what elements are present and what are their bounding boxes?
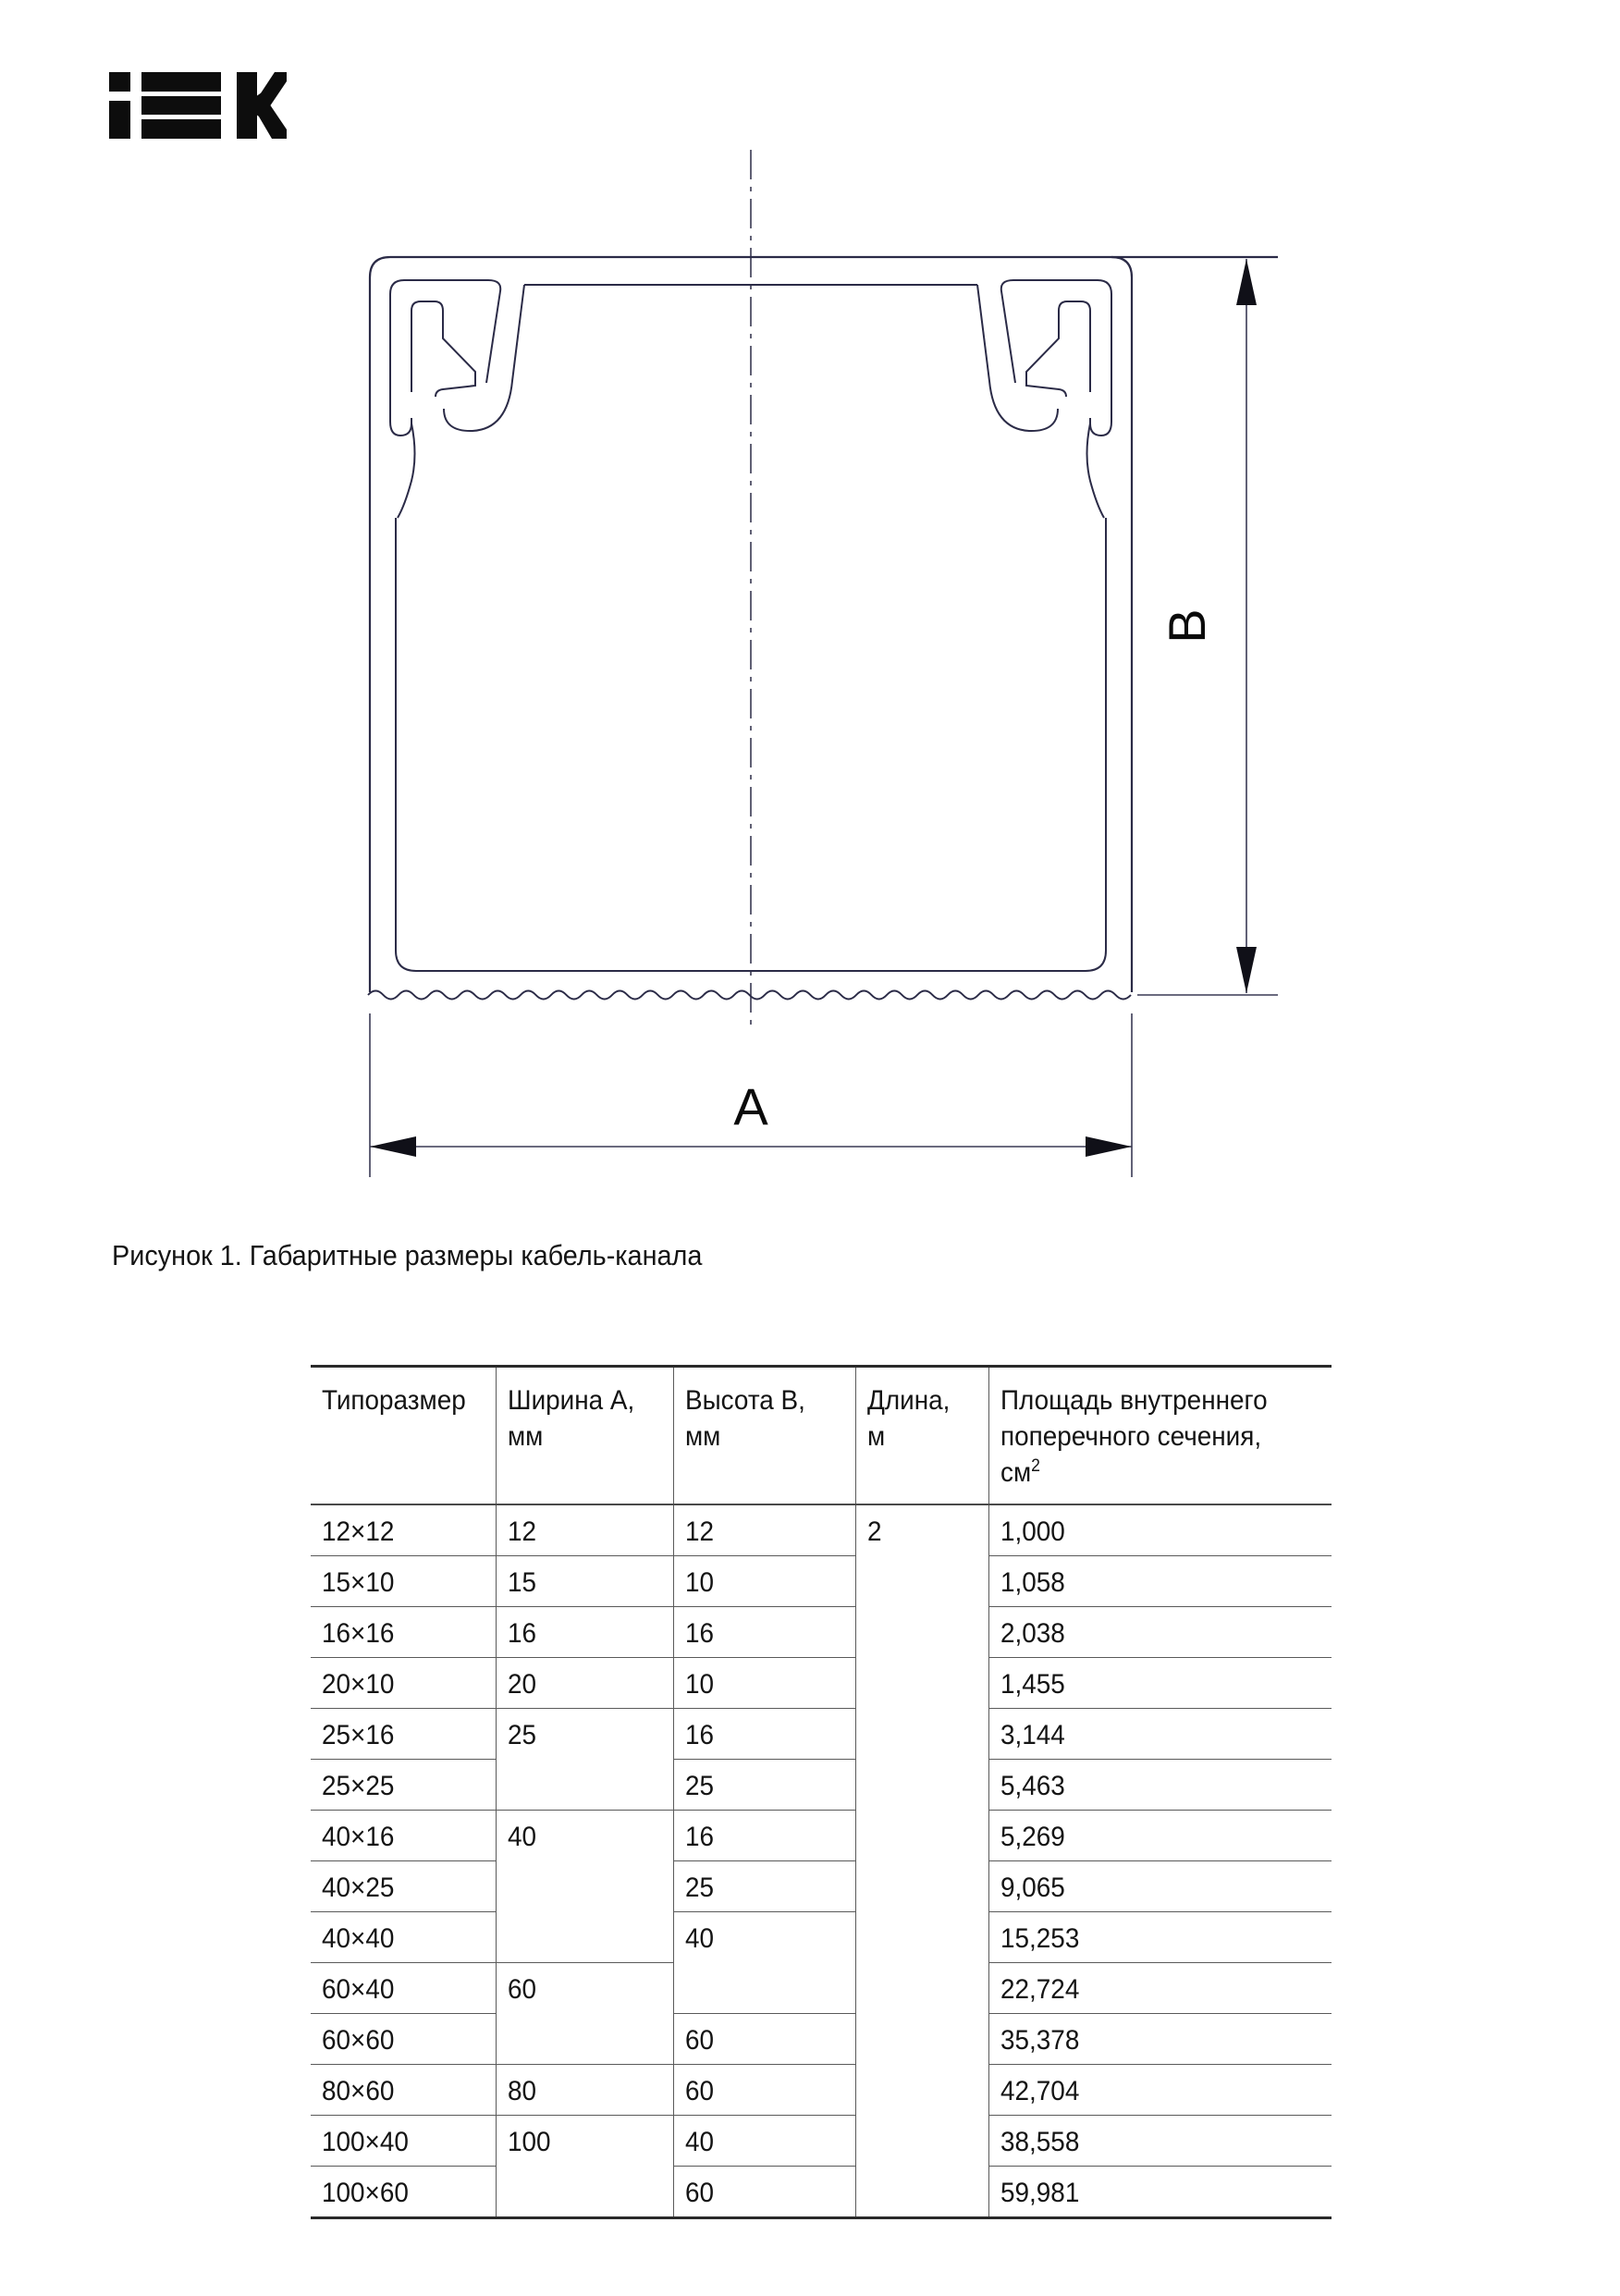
height-cell: 10 (673, 1658, 855, 1709)
area-cell: 2,038 (988, 1607, 1332, 1658)
table-row (311, 2116, 1332, 2167)
col-header-size: Типоразмер (311, 1367, 496, 1505)
length-cell: 2 (855, 1504, 988, 2218)
height-cell: 16 (673, 1709, 855, 1760)
height-cell: 60 (673, 2167, 855, 2218)
col-header-area: Площадь внутреннего поперечного сечения, $см^2$ (988, 1367, 1332, 1505)
area-cell: 1,058 (988, 1556, 1332, 1607)
height-cell: 16 (673, 1811, 855, 1861)
left-latch-profile (390, 280, 524, 518)
table-row (311, 1709, 1332, 1760)
size-cell: 100×60 (322, 2178, 409, 2208)
table-row (311, 2167, 1332, 2218)
width-cell: 60 (496, 1963, 673, 2065)
figure-caption: Рисунок 1. Габаритные размеры кабель-канала (112, 1239, 703, 1271)
outer-right-wall (1111, 257, 1132, 992)
size-cell: 40×25 (311, 1861, 496, 1912)
table-row (311, 1504, 1332, 1556)
area-superscript: 2 (1030, 1456, 1040, 1476)
cable-channel-cross-section-drawing (351, 139, 1295, 1193)
dimensions-table (311, 1365, 1332, 2219)
area-cell: 42,704 (988, 2065, 1332, 2116)
size-cell: 25×25 (311, 1760, 496, 1811)
height-cell: 25 (673, 1861, 855, 1912)
size-cell: 40×16 (311, 1811, 496, 1861)
table-row (311, 2014, 1332, 2065)
width-cell: 40 (496, 1811, 673, 1963)
col-header-height: Высота В, мм (673, 1367, 855, 1505)
dimension-A (370, 1013, 1132, 1177)
size-cell: 60×40 (311, 1963, 496, 2014)
width-cell: 100 (496, 2116, 673, 2218)
table-row (311, 1607, 1332, 1658)
table-row (311, 1912, 1332, 1963)
width-cell: 15 (496, 1556, 673, 1607)
size-cell: 25×16 (311, 1709, 496, 1760)
iek-logo (109, 72, 287, 139)
width-cell: 25 (496, 1709, 673, 1811)
size-cell: 40×40 (311, 1912, 496, 1963)
table-row (311, 1658, 1332, 1709)
table-row (311, 1861, 1332, 1912)
arrowhead-left (370, 1136, 416, 1157)
height-cell: 16 (673, 1607, 855, 1658)
size-cell: 60×60 (311, 2014, 496, 2065)
outer-left-wall (370, 257, 390, 992)
table-row (311, 1760, 1332, 1811)
col-header-width: Ширина А, мм (496, 1367, 673, 1505)
table-row (311, 1556, 1332, 1607)
area-cell: 38,558 (988, 2116, 1332, 2167)
height-cell: 60 (673, 2014, 855, 2065)
area-cell: 59,981 (988, 2167, 1332, 2218)
col-header-length: Длина, м (855, 1367, 988, 1505)
dim-height-label: B (1158, 608, 1216, 644)
arrowhead-right (1086, 1136, 1132, 1157)
size-cell: 15×10 (311, 1556, 496, 1607)
right-latch-profile (977, 280, 1111, 518)
area-cell: 15,253 (988, 1912, 1332, 1963)
area-cell: 5,463 (988, 1760, 1332, 1811)
size-cell: 16×16 (311, 1607, 496, 1658)
size-cell: 12×12 (311, 1504, 496, 1556)
area-cell: 1,455 (988, 1658, 1332, 1709)
area-cell: 3,144 (988, 1709, 1332, 1760)
width-cell: 12 (496, 1504, 673, 1556)
width-cell: 16 (496, 1607, 673, 1658)
arrowhead-up (1236, 259, 1257, 305)
area-cell: 22,724 (988, 1963, 1332, 2014)
height-cell: 25 (673, 1760, 855, 1811)
width-cell: 20 (496, 1658, 673, 1709)
width-cell: 80 (496, 2065, 673, 2116)
size-cell: 100×40 (311, 2116, 496, 2167)
height-cell: 40 (673, 2116, 855, 2167)
serrated-bottom-edge (368, 991, 1131, 1000)
table-row (311, 1811, 1332, 1861)
size-cell: 80×60 (311, 2065, 496, 2116)
height-cell: 10 (673, 1556, 855, 1607)
dim-width-label: A (733, 1077, 768, 1136)
height-cell: 60 (673, 2065, 855, 2116)
dimension-B (1137, 259, 1278, 995)
area-cell: 9,065 (988, 1861, 1332, 1912)
table-row (311, 2065, 1332, 2116)
area-cell: 35,378 (988, 2014, 1332, 2065)
header-row (311, 1367, 1332, 1505)
size-cell: 20×10 (311, 1658, 496, 1709)
area-cell: 5,269 (988, 1811, 1332, 1861)
arrowhead-down (1236, 947, 1257, 993)
area-cell: 1,000 (988, 1504, 1332, 1556)
height-cell: 40 (673, 1912, 855, 2014)
height-cell: 12 (673, 1504, 855, 1556)
